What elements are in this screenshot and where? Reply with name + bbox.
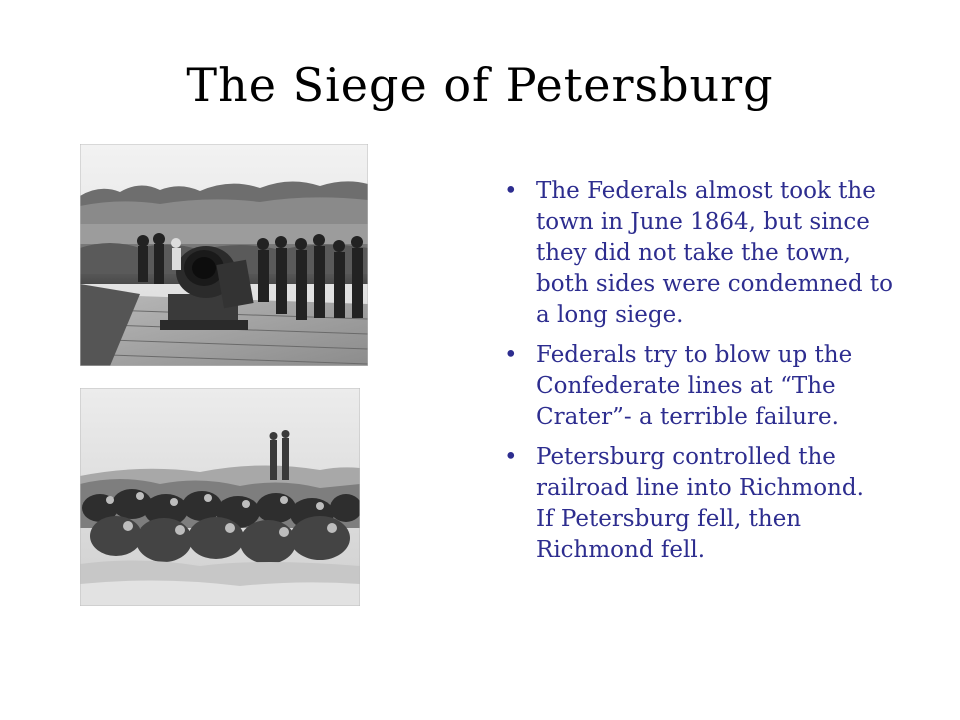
bullet-marker: •	[504, 342, 518, 368]
bullet-item	[500, 442, 910, 566]
slide-title: The Siege of Petersburg	[186, 58, 774, 112]
bullet-text: Federals try to blow up the Confederate lines at “The Crater”- a terrible failure.	[536, 342, 853, 430]
bullet-marker: •	[504, 444, 518, 470]
mortar-photo	[80, 144, 368, 366]
bullet-text: The Federals almost took the town in June 1864, but since they did not take the town, both sides were condemned to a long siege.	[536, 178, 893, 328]
bullet-text: Petersburg controlled the railroad line into Richmond. If Petersburg fell, then Richmond fell.	[536, 444, 901, 563]
bullet-item	[500, 176, 910, 331]
bullet-list	[500, 176, 910, 575]
bullet-marker: •	[504, 178, 518, 204]
trench-photo	[80, 388, 360, 606]
bullet-item	[500, 340, 910, 433]
